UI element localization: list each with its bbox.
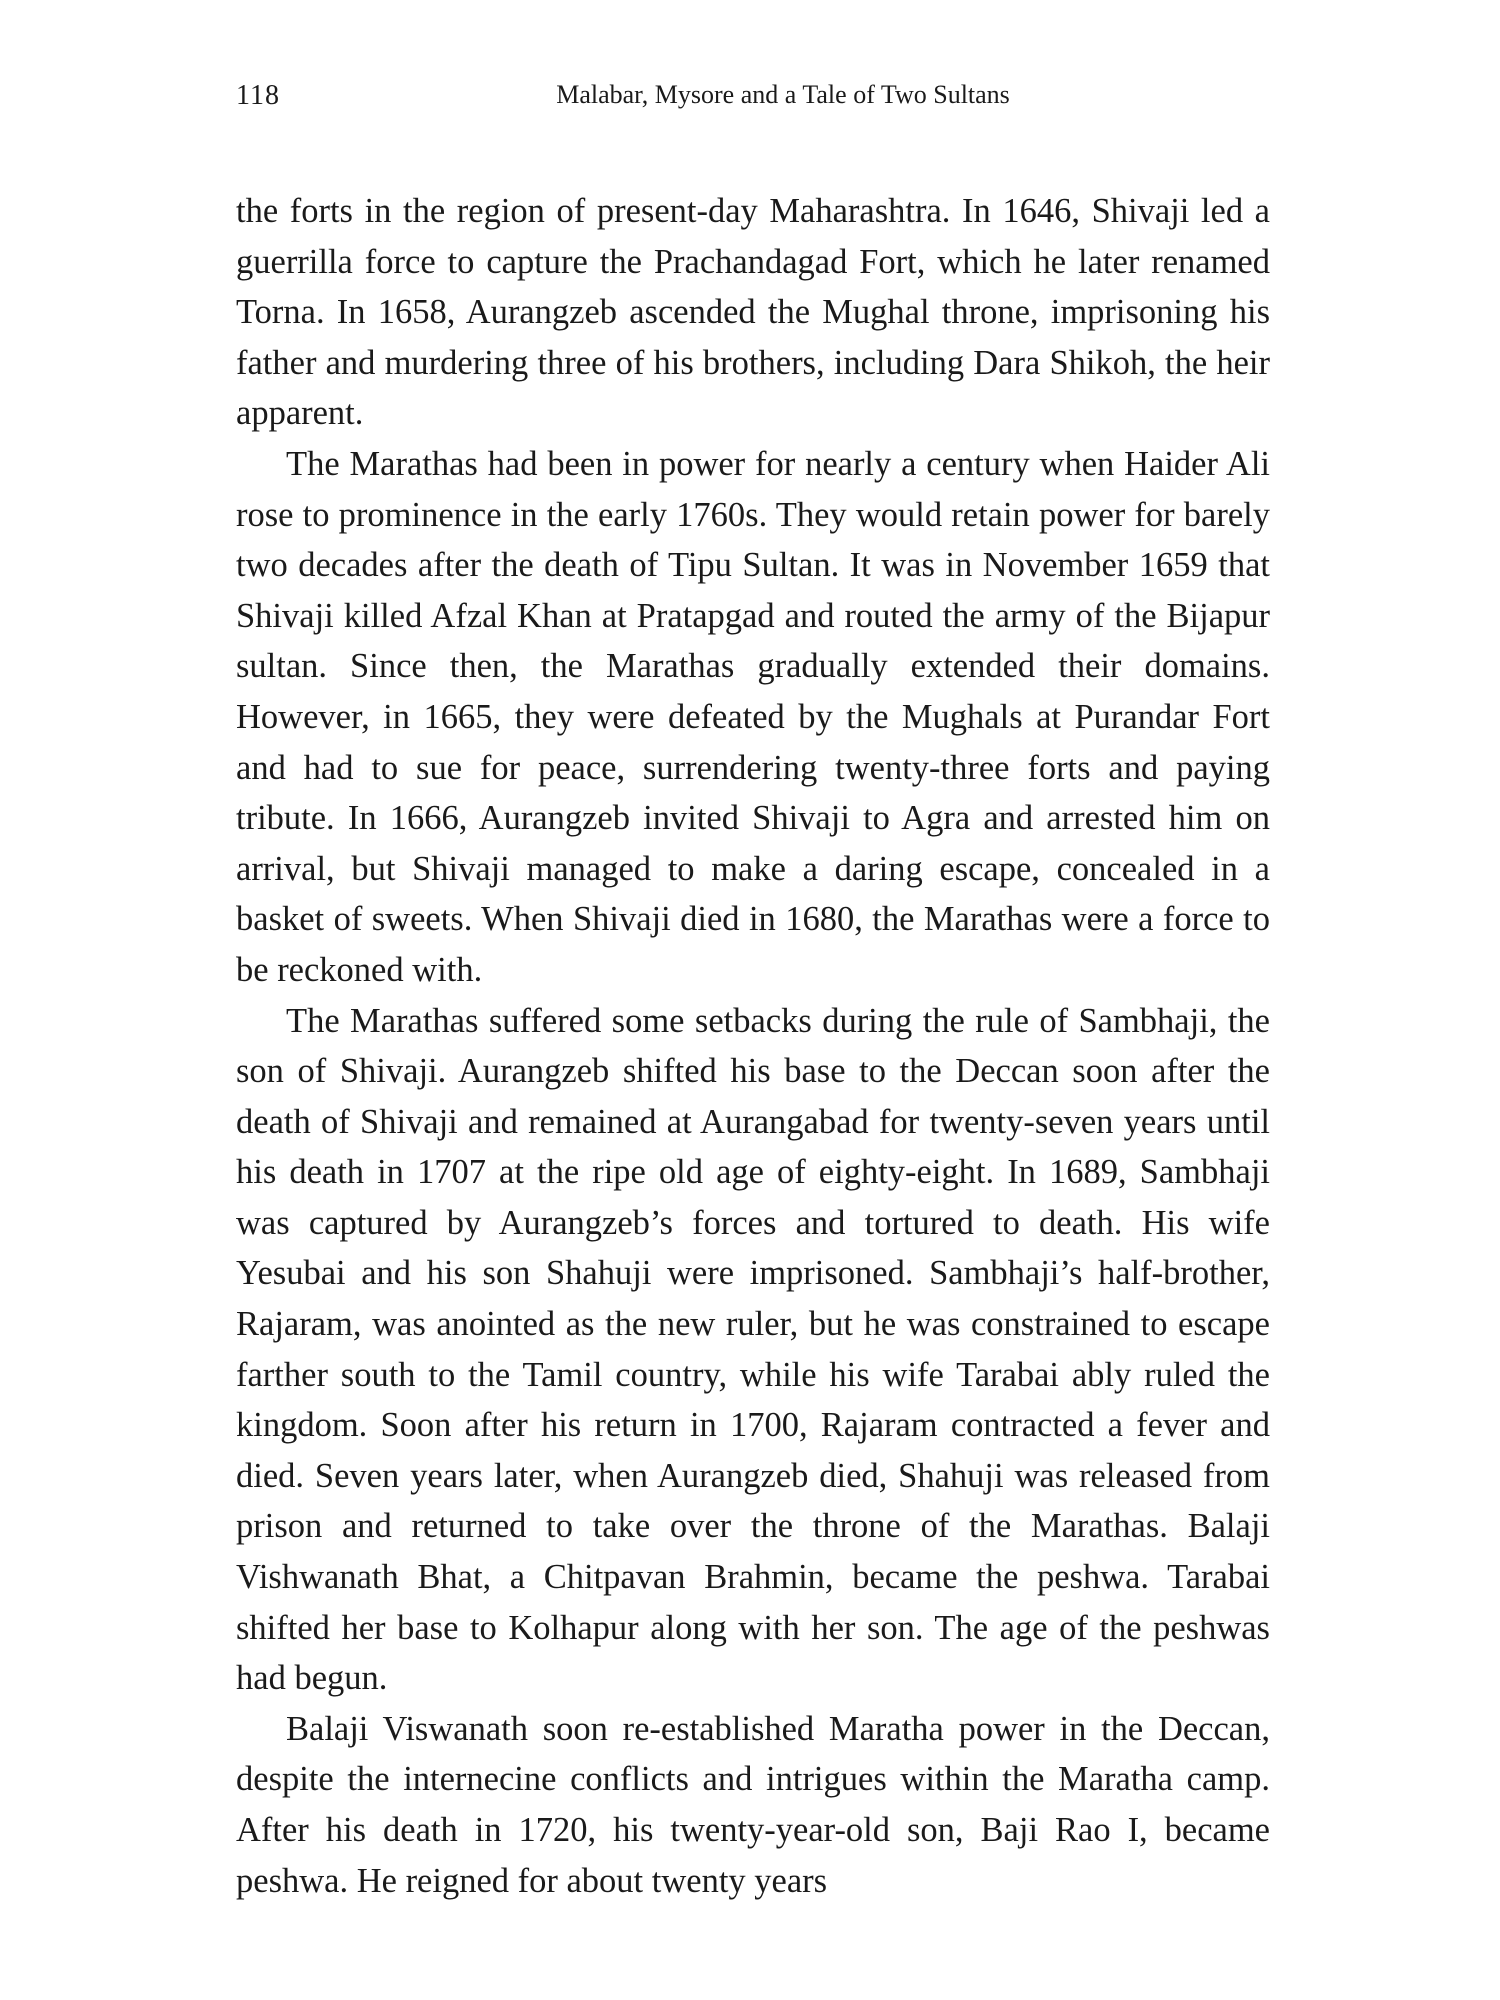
running-title: Malabar, Mysore and a Tale of Two Sultans bbox=[556, 80, 1010, 109]
running-head bbox=[236, 80, 1270, 120]
paragraph-1: the forts in the region of present-day Maharashtra. In 1646, Shivaji led a guerrilla force to capture the Prachandagad Fort, which he later renamed Torna. In 1658, Aurangzeb ascended the Mughal throne, imprisoning his father and murdering three of his brothers, including Dara Shikoh, the heir apparent. bbox=[236, 192, 1270, 433]
page-number: 118 bbox=[236, 80, 280, 111]
paragraph-3: The Marathas suffered some setbacks during the rule of Sambhaji, the son of Shivaji. Aurangzeb shifted his base to the Deccan soon after the death of Shivaji and remained at Aurangabad for twenty-seven years until his death in 1707 at the ripe old age of eighty-eight. In 1689, Sambhaji was captured by Aurangzeb’s forces and tortured to death. His wife Yesubai and his son Shahuji were imprisoned. Sambhaji’s half-brother, Rajaram, was anointed as the new ruler, but he was constrained to escape farther south to the Tamil country, while his wife Tarabai ably ruled the kingdom. Soon after his return in 1700, Rajaram contracted a fever and died. Seven years later, when Aurangzeb died, Shahuji was released from prison and returned to take over the throne of the Marathas. Balaji Vishwanath Bhat, a Chitpavan Brahmin, became the peshwa. Tarabai shifted her base to Kolhapur along with her son. The age of the peshwas had begun. bbox=[236, 1001, 1270, 1698]
paragraph-2: The Marathas had been in power for nearly a century when Haider Ali rose to prominence in the early 1760s. They would retain power for barely two decades after the death of Tipu Sultan. It was in November 1659 that Shivaji killed Afzal Khan at Pratapgad and routed the army of the Bijapur sultan. Since then, the Marathas gradually extended their domains. However, in 1665, they were defeated by the Mughals at Purandar Fort and had to sue for peace, surrendering twenty-three forts and paying tribute. In 1666, Aurangzeb invited Shivaji to Agra and arrested him on arrival, but Shivaji managed to make a daring escape, concealed in a basket of sweets. When Shivaji died in 1680, the Marathas were a force to be reckoned with. bbox=[236, 444, 1270, 989]
body-text bbox=[236, 186, 1270, 1906]
paragraph-4: Balaji Viswanath soon re-established Maratha power in the Deccan, despite the internecine conflicts and intrigues within the Maratha camp. After his death in 1720, his twenty-year-old son, Baji Rao I, became peshwa. He reigned for about twenty years bbox=[236, 1709, 1270, 1900]
